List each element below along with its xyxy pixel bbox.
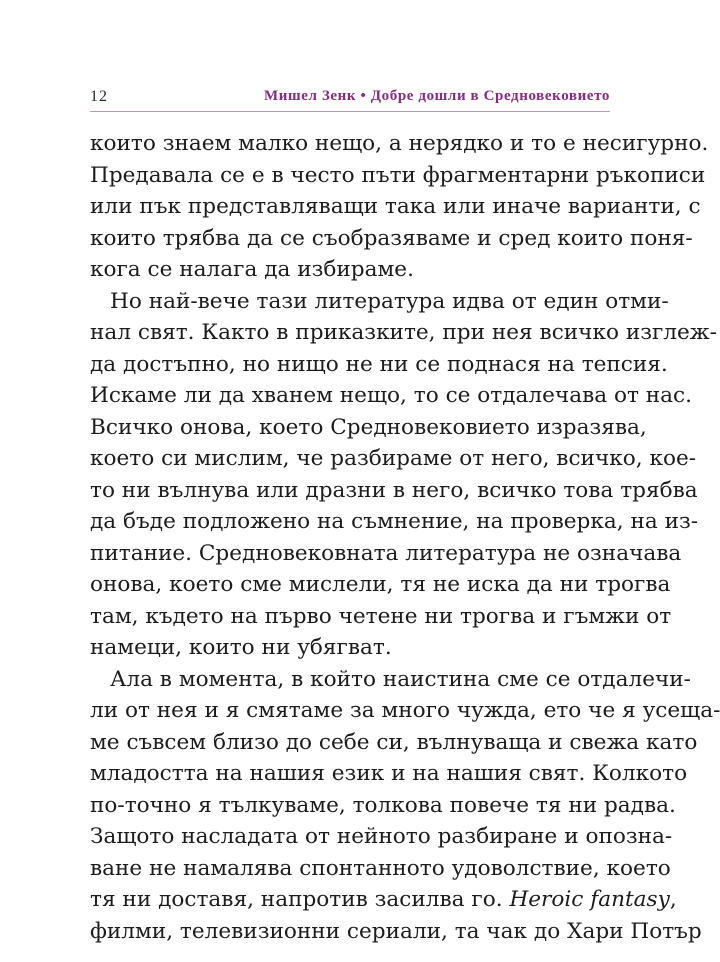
text-line: питание. Средновековната литература не означава <box>90 540 682 566</box>
text-line: които знаем малко нещо, а нерядко и то е несигурно. <box>90 131 709 156</box>
text-line: по-точно я тълкуваме, толкова повече тя ни радва. <box>90 792 676 818</box>
text-line: което си мислим, че разбираме от него, всичко, кое- <box>90 446 697 471</box>
text-line: Но най-вече тази литература идва от един отми- <box>110 288 669 314</box>
line-segment: , <box>669 887 677 912</box>
text-line: филми, телевизионни сериали, та чак до Хари Потър <box>90 918 702 944</box>
text-line: кога се налага да избираме. <box>90 257 414 282</box>
text-line: Всичко онова, което Средновековието изразява, <box>90 414 647 440</box>
text-line: Ала в момента, в който наистина сме се отдалечи- <box>110 666 691 692</box>
text-line: Предавала се е в често пъти фрагментарни ръкописи <box>90 162 706 188</box>
italic-phrase: Heroic fantasy <box>509 887 670 912</box>
text-line: ване не намалява спонтанното удоволствие, което <box>90 855 671 881</box>
paragraph-3 <box>90 664 720 948</box>
paragraph-1 <box>90 128 709 286</box>
running-title: Мишел Зенк • Добре дошли в Средновековието <box>264 88 610 104</box>
line-segment: тя ни доставя, напротив засилва го. <box>90 887 510 912</box>
text-line: или пък представляващи така или иначе варианти, с <box>90 194 701 219</box>
text-line: да бъде подложено на съмнение, на проверка, на из- <box>90 509 699 534</box>
text-line: Защото насладата от нейното разбиране и опозна- <box>90 824 673 849</box>
text-line: нал свят. Както в приказките, при нея всичко изглеж- <box>90 320 717 345</box>
text-line: онова, което сме мислели, тя не иска да ни трогва <box>90 572 671 597</box>
text-line: които трябва да се съобразяваме и сред които поня- <box>90 225 693 251</box>
running-head <box>90 88 610 108</box>
text-line: да достъпно, но нищо не ни се поднася на тепсия. <box>90 351 668 377</box>
text-line: ме съвсем близо до себе си, вълнуваща и свежа като <box>90 729 698 755</box>
text-line: младостта на нашия език и на нашия свят. Колкото <box>90 761 688 786</box>
header-rule <box>90 111 610 112</box>
paragraph-2 <box>90 286 717 664</box>
text-line: Искаме ли да хванем нещо, то се отдалечава от нас. <box>90 383 692 408</box>
text-line-with-italic <box>90 884 677 916</box>
text-line: там, където на първо четене ни трогва и гъмжи от <box>90 603 672 629</box>
page-number: 12 <box>90 88 108 105</box>
text-line: то ни вълнува или дразни в него, всичко това трябва <box>90 477 698 503</box>
body-text <box>90 128 720 947</box>
text-line: намеци, които ни убягват. <box>90 635 392 660</box>
text-line: ли от нея и я смятаме за много чужда, ето че я усеща- <box>90 698 720 723</box>
